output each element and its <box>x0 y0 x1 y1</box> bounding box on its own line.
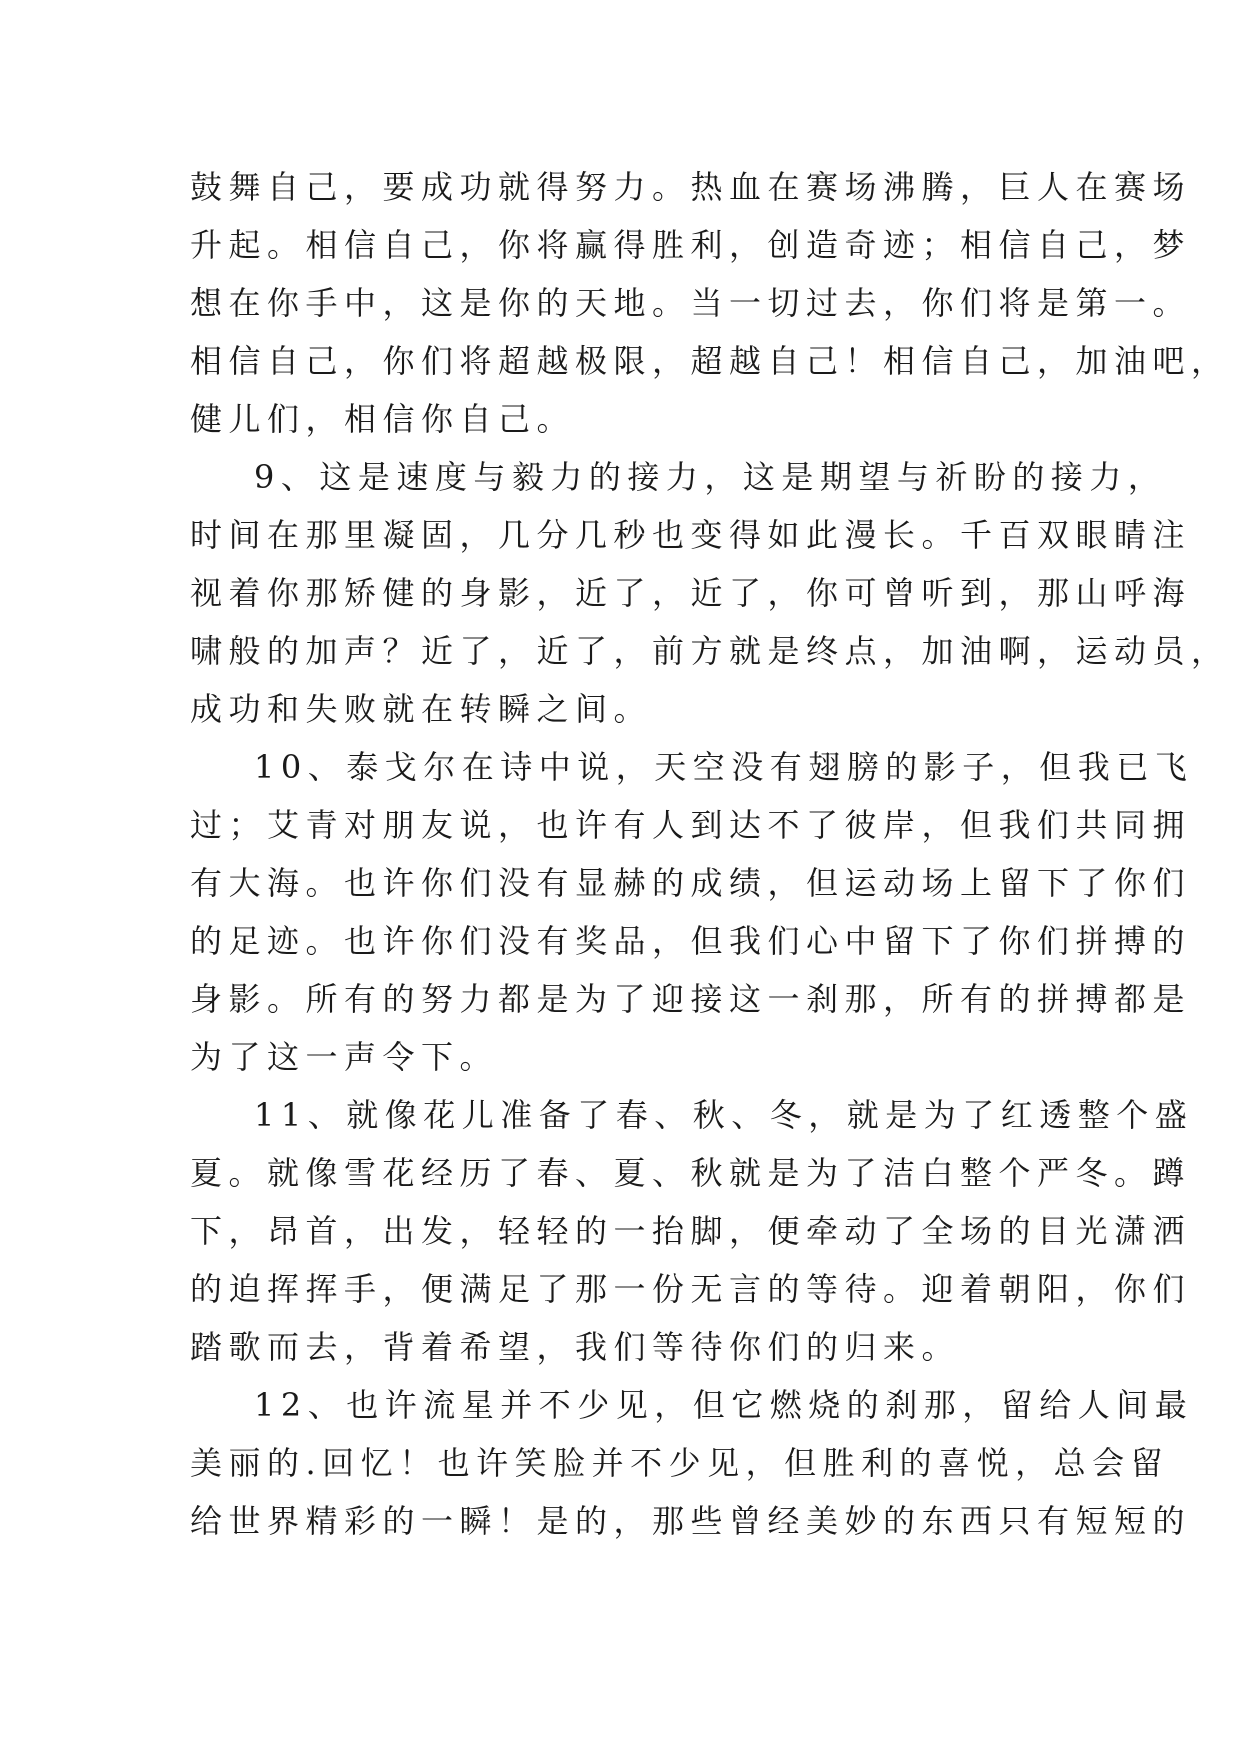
text-line: 成功和失败就在转瞬之间。 <box>190 690 653 728</box>
paragraph-9-first-line: 9、这是速度与毅力的接力，这是期望与祈盼的接力， <box>254 458 1167 496</box>
text-line: 踏歌而去，背着希望，我们等待你们的归来。 <box>190 1328 961 1366</box>
text-line: 身影。所有的努力都是为了迎接这一刹那，所有的拼搏都是 <box>190 980 1192 1018</box>
text-line: 美丽的.回忆！也许笑脸并不少见，但胜利的喜悦，总会留 <box>190 1444 1170 1482</box>
text-line: 夏。就像雪花经历了春、夏、秋就是为了洁白整个严冬。蹲 <box>190 1154 1192 1192</box>
text-line: 给世界精彩的一瞬！是的，那些曾经美妙的东西只有短短的 <box>190 1502 1192 1540</box>
text-line: 的迫挥挥手，便满足了那一份无言的等待。迎着朝阳，你们 <box>190 1270 1192 1308</box>
paragraph-12-first-line: 12、也许流星并不少见，但它燃烧的刹那，留给人间最 <box>254 1386 1194 1424</box>
text-line: 下，昂首，出发，轻轻的一抬脚，便牵动了全场的目光潇洒 <box>190 1212 1192 1250</box>
text-line: 鼓舞自己，要成功就得努力。热血在赛场沸腾，巨人在赛场 <box>190 168 1192 206</box>
text-line: 的足迹。也许你们没有奖品，但我们心中留下了你们拼搏的 <box>190 922 1192 960</box>
text-line: 有大海。也许你们没有显赫的成绩，但运动场上留下了你们 <box>190 864 1192 902</box>
text-line: 相信自己，你们将超越极限，超越自己！相信自己，加油吧， <box>190 342 1230 380</box>
document-body <box>190 158 1230 1550</box>
paragraph-10-first-line: 10、泰戈尔在诗中说，天空没有翅膀的影子，但我已飞 <box>254 748 1194 786</box>
text-line: 想在你手中，这是你的天地。当一切过去，你们将是第一。 <box>190 284 1192 322</box>
text-line: 时间在那里凝固，几分几秒也变得如此漫长。千百双眼睛注 <box>190 516 1192 554</box>
text-line: 健儿们，相信你自己。 <box>190 400 576 438</box>
text-line: 啸般的加声？近了，近了，前方就是终点，加油啊，运动员， <box>190 632 1230 670</box>
text-line: 视着你那矫健的身影，近了，近了，你可曾听到，那山呼海 <box>190 574 1192 612</box>
paragraph-11-first-line: 11、就像花儿准备了春、秋、冬，就是为了红透整个盛 <box>254 1096 1194 1134</box>
text-line: 升起。相信自己，你将赢得胜利，创造奇迹；相信自己，梦 <box>190 226 1192 264</box>
text-line: 过；艾青对朋友说，也许有人到达不了彼岸，但我们共同拥 <box>190 806 1192 844</box>
text-line: 为了这一声令下。 <box>190 1038 499 1076</box>
